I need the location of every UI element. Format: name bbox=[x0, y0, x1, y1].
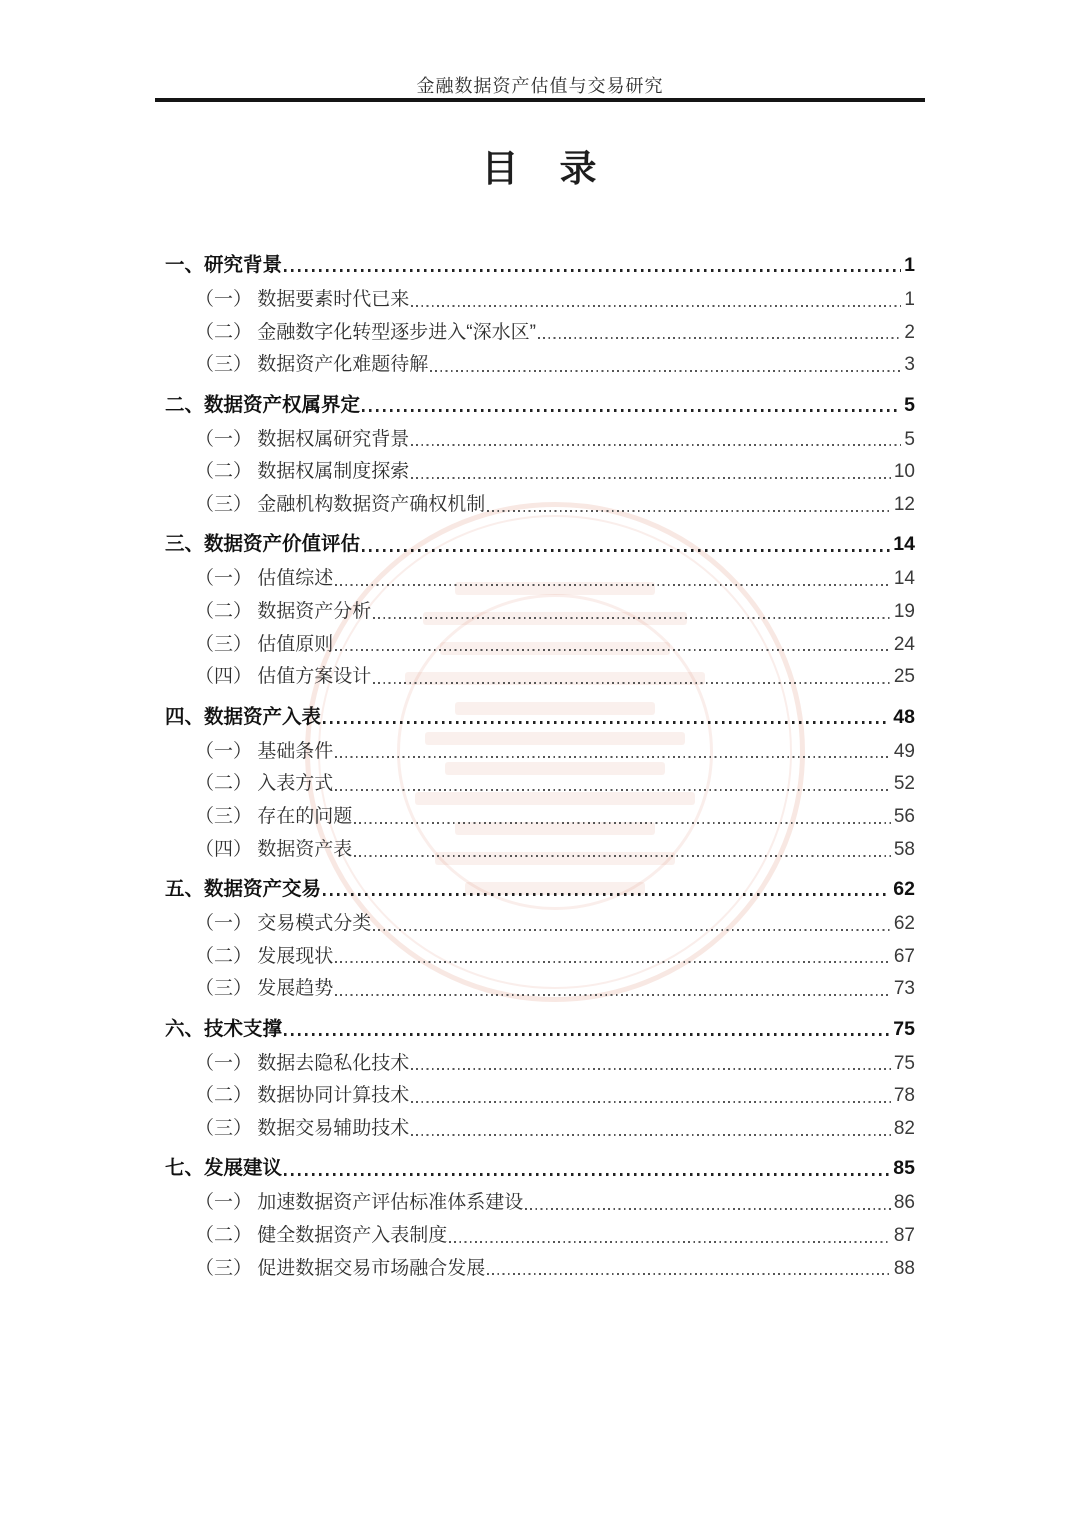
entry-title: （二） 入表方式 bbox=[195, 773, 334, 795]
page-number: 75 bbox=[893, 1017, 915, 1040]
dot-leader bbox=[525, 1208, 891, 1210]
toc-item-1-2[interactable] bbox=[165, 316, 915, 349]
toc-chapter-7[interactable] bbox=[165, 1145, 915, 1186]
entry-title: （三） 数据交易辅助技术 bbox=[195, 1118, 410, 1139]
page-number: 85 bbox=[893, 1157, 915, 1180]
toc-item-1-3[interactable] bbox=[165, 349, 915, 382]
entry-title: 二、数据资产权属界定 bbox=[165, 393, 361, 416]
toc-item-6-3[interactable] bbox=[165, 1113, 915, 1146]
entry-title: （三） 估值原则 bbox=[195, 633, 334, 655]
dot-leader bbox=[430, 370, 901, 372]
page-number: 1 bbox=[904, 254, 915, 276]
dot-leader bbox=[411, 477, 891, 479]
entry-title: 四、数据资产入表 bbox=[165, 705, 322, 728]
entry-title: （二） 数据资产分析 bbox=[195, 600, 372, 622]
dot-leader bbox=[354, 855, 891, 857]
dot-leader bbox=[538, 337, 901, 339]
page-number: 56 bbox=[893, 806, 915, 827]
toc-item-3-1[interactable] bbox=[165, 563, 915, 596]
entry-title: （一） 交易模式分类 bbox=[195, 912, 372, 934]
entry-title: 六、技术支撑 bbox=[165, 1017, 283, 1040]
toc-chapter-4[interactable] bbox=[165, 694, 915, 735]
dot-leader bbox=[323, 893, 890, 896]
dot-leader bbox=[487, 510, 891, 512]
toc-chapter-3[interactable] bbox=[165, 521, 915, 562]
entry-title: （三） 发展趋势 bbox=[195, 978, 334, 1000]
page-number: 67 bbox=[893, 945, 915, 967]
dot-leader bbox=[411, 1068, 891, 1070]
page-number: 14 bbox=[893, 568, 915, 590]
toc-item-7-3[interactable] bbox=[165, 1252, 915, 1285]
page-number: 73 bbox=[893, 978, 915, 1000]
dot-leader bbox=[335, 756, 891, 758]
page-number: 58 bbox=[893, 838, 915, 860]
dot-leader bbox=[323, 721, 890, 724]
entry-title: （四） 数据资产表 bbox=[195, 838, 353, 860]
entry-title: （二） 健全数据资产入表制度 bbox=[195, 1224, 448, 1246]
toc-item-4-4[interactable] bbox=[165, 833, 915, 866]
dot-leader bbox=[411, 1101, 891, 1103]
dot-leader bbox=[335, 584, 891, 586]
toc-item-7-2[interactable] bbox=[165, 1219, 915, 1252]
dot-leader bbox=[373, 682, 891, 684]
dot-leader bbox=[284, 1033, 890, 1036]
dot-leader bbox=[411, 305, 901, 307]
entry-title: （一） 估值综述 bbox=[195, 568, 334, 590]
page-number: 62 bbox=[893, 878, 915, 900]
toc-item-6-1[interactable] bbox=[165, 1047, 915, 1080]
entry-title: （一） 数据去隐私化技术 bbox=[195, 1052, 410, 1074]
page-number: 75 bbox=[893, 1052, 915, 1074]
entry-title: （三） 金融机构数据资产确权机制 bbox=[195, 494, 486, 515]
dot-leader bbox=[335, 961, 891, 963]
toc-item-1-1[interactable] bbox=[165, 283, 915, 316]
toc-item-3-4[interactable] bbox=[165, 661, 915, 694]
toc-item-2-3[interactable] bbox=[165, 489, 915, 522]
page-number: 86 bbox=[893, 1192, 915, 1214]
entry-title: （一） 加速数据资产评估标准体系建设 bbox=[195, 1192, 524, 1214]
toc-item-4-1[interactable] bbox=[165, 735, 915, 768]
toc-item-4-2[interactable] bbox=[165, 768, 915, 801]
entry-title: （四） 估值方案设计 bbox=[195, 666, 372, 688]
toc-item-2-1[interactable] bbox=[165, 423, 915, 456]
toc-item-7-1[interactable] bbox=[165, 1187, 915, 1220]
page-number: 5 bbox=[904, 393, 915, 416]
toc-chapter-2[interactable] bbox=[165, 382, 915, 423]
entry-title: 五、数据资产交易 bbox=[165, 878, 322, 900]
dot-leader bbox=[335, 649, 891, 651]
page-number: 25 bbox=[893, 666, 915, 688]
entry-title: （三） 数据资产化难题待解 bbox=[195, 354, 429, 376]
entry-title: 一、研究背景 bbox=[165, 254, 283, 276]
page-title: 目 录 bbox=[481, 148, 599, 189]
page-number: 52 bbox=[893, 773, 915, 795]
page-number: 24 bbox=[893, 633, 915, 655]
page-number: 10 bbox=[893, 461, 915, 483]
toc-item-5-3[interactable] bbox=[165, 973, 915, 1006]
dot-leader bbox=[284, 269, 901, 272]
entry-title: （一） 数据权属研究背景 bbox=[195, 428, 410, 450]
toc-item-4-3[interactable] bbox=[165, 801, 915, 834]
running-header: 金融数据资产估值与交易研究 bbox=[416, 76, 664, 96]
dot-leader bbox=[411, 1134, 891, 1136]
toc-chapter-5[interactable] bbox=[165, 866, 915, 907]
page-number: 78 bbox=[893, 1085, 915, 1107]
entry-title: （二） 发展现状 bbox=[195, 945, 334, 967]
page-number: 1 bbox=[904, 288, 915, 310]
page-number: 62 bbox=[893, 912, 915, 934]
dot-leader bbox=[354, 822, 891, 824]
page-number: 3 bbox=[904, 354, 915, 376]
toc-item-6-2[interactable] bbox=[165, 1080, 915, 1113]
page-number: 14 bbox=[893, 533, 915, 556]
page-number: 5 bbox=[904, 428, 915, 450]
page-number: 12 bbox=[893, 494, 915, 515]
dot-leader bbox=[449, 1241, 891, 1243]
page-number: 19 bbox=[893, 600, 915, 622]
dot-leader bbox=[284, 1173, 890, 1176]
dot-leader bbox=[373, 617, 891, 619]
entry-title: （二） 数据协同计算技术 bbox=[195, 1085, 410, 1107]
page-number: 88 bbox=[893, 1257, 915, 1279]
dot-leader bbox=[487, 1273, 891, 1275]
page-number: 48 bbox=[893, 705, 915, 728]
entry-title: （一） 基础条件 bbox=[195, 740, 334, 762]
entry-title: 三、数据资产价值评估 bbox=[165, 533, 361, 556]
toc-item-2-2[interactable] bbox=[165, 456, 915, 489]
toc-item-5-1[interactable] bbox=[165, 907, 915, 940]
entry-title: （二） 金融数字化转型逐步进入“深水区” bbox=[195, 321, 536, 343]
entry-title: （一） 数据要素时代已来 bbox=[195, 288, 410, 310]
page-number: 49 bbox=[893, 740, 915, 762]
entry-title: （三） 促进数据交易市场融合发展 bbox=[195, 1257, 486, 1279]
dot-leader bbox=[335, 994, 891, 996]
toc-item-5-2[interactable] bbox=[165, 940, 915, 973]
toc-item-3-3[interactable] bbox=[165, 628, 915, 661]
dot-leader bbox=[335, 789, 891, 791]
page-number: 2 bbox=[904, 321, 915, 343]
entry-title: （三） 存在的问题 bbox=[195, 806, 353, 827]
dot-leader bbox=[411, 444, 901, 446]
toc bbox=[165, 242, 915, 1285]
dot-leader bbox=[362, 409, 901, 412]
entry-title: （二） 数据权属制度探索 bbox=[195, 461, 410, 483]
toc-chapter-6[interactable] bbox=[165, 1006, 915, 1047]
dot-leader bbox=[362, 549, 890, 552]
toc-chapter-1[interactable] bbox=[165, 242, 915, 283]
entry-title: 七、发展建议 bbox=[165, 1157, 283, 1180]
page-number: 82 bbox=[893, 1118, 915, 1139]
dot-leader bbox=[373, 929, 891, 931]
page-number: 87 bbox=[893, 1224, 915, 1246]
toc-item-3-2[interactable] bbox=[165, 595, 915, 628]
header-rule bbox=[155, 98, 925, 102]
